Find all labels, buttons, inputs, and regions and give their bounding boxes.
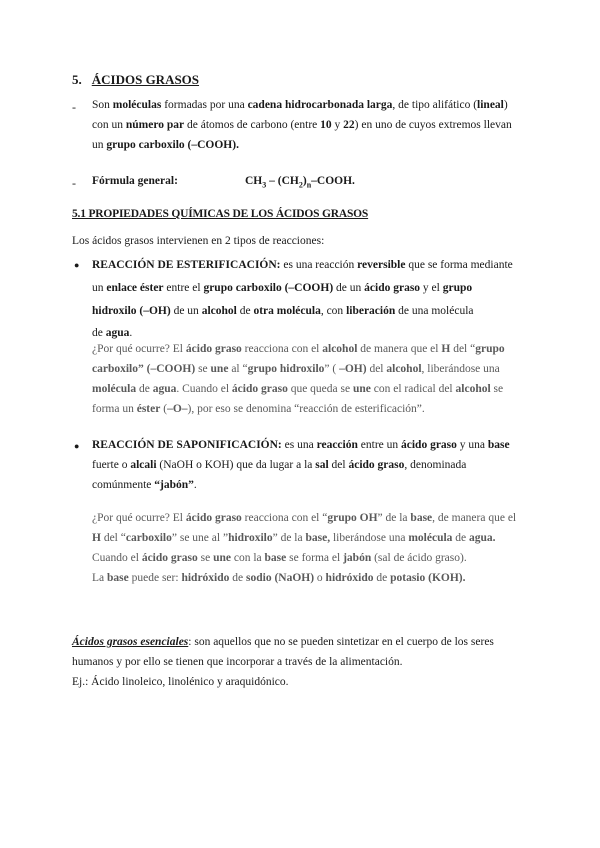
general-formula: $CH_3$ – $(CH_2)_n$–COOH. xyxy=(245,175,355,190)
definition-paragraph: Son moléculas formadas por una cadena hidrocarbonada larga, de tipo alifático (lineal) con un número par de átomos de carbono (entre 10 y 22) en uno de cuyos extremos llevan un grupo carboxilo (–COOH). xyxy=(92,99,512,151)
essential-fatty-acids: Ácidos grasos esenciales: son aquellos que no se pueden sintetizar en el cuerpo de los seres humanos y por ello se tienen que incorporar a través de la alimentación. Ej.: Ácido linoleico, linolénico y araquidónico. xyxy=(72,636,494,688)
esterification-paragraph: REACCIÓN DE ESTERIFICACIÓN: es una reacción reversible que se forma mediante un enlace éster entre el grupo carboxilo (–COOH) de un ácido graso y el grupo hidroxilo (–OH) de un alcohol de otra molécula, con liberación de una molécula de agua. xyxy=(92,259,513,339)
bullet-icon: ● xyxy=(74,260,80,270)
section-number: 5. xyxy=(72,72,82,87)
bullet-icon: ● xyxy=(74,441,80,451)
intro-text: Los ácidos grasos intervienen en 2 tipos de reacciones: xyxy=(72,235,325,247)
subsection-title: 5.1 PROPIEDADES QUÍMICAS DE LOS ÁCIDOS GRASOS xyxy=(72,208,369,220)
esterification-explanation: ¿Por qué ocurre? El ácido graso reacciona con el alcohol de manera que el H del “grupo carboxilo” (–COOH) se une al “grupo hidroxilo” ( –OH) del alcohol, liberándose una molécula de agua. Cuando el ácido graso que queda se une con el radical del alcohol se forma un éster (–O–), por eso se denomina “reacción de esterificación”. xyxy=(92,343,505,415)
section-heading xyxy=(72,72,199,88)
section-title: ÁCIDOS GRASOS xyxy=(91,72,200,87)
dash-marker: - xyxy=(72,100,76,114)
saponification-explanation: ¿Por qué ocurre? El ácido graso reacciona con el “grupo OH” de la base, de manera que el H del “carboxilo” se une al ”hidroxilo” de la base, liberándose una molécula de agua. Cuando el ácido graso se une con la base se forma el jabón (sal de ácido graso). La base puede ser: hidróxido de sodio (NaOH) o hidróxido de potasio (KOH). xyxy=(92,512,517,584)
saponification-paragraph: REACCIÓN DE SAPONIFICACIÓN: es una reacción entre un ácido graso y una base fuerte o alcali (NaOH o KOH) que da lugar a la sal del ácido graso, denominada comúnmente “jabón”. xyxy=(92,439,510,491)
dash-marker: - xyxy=(72,176,76,190)
formula-label: Fórmula general: xyxy=(92,175,178,187)
